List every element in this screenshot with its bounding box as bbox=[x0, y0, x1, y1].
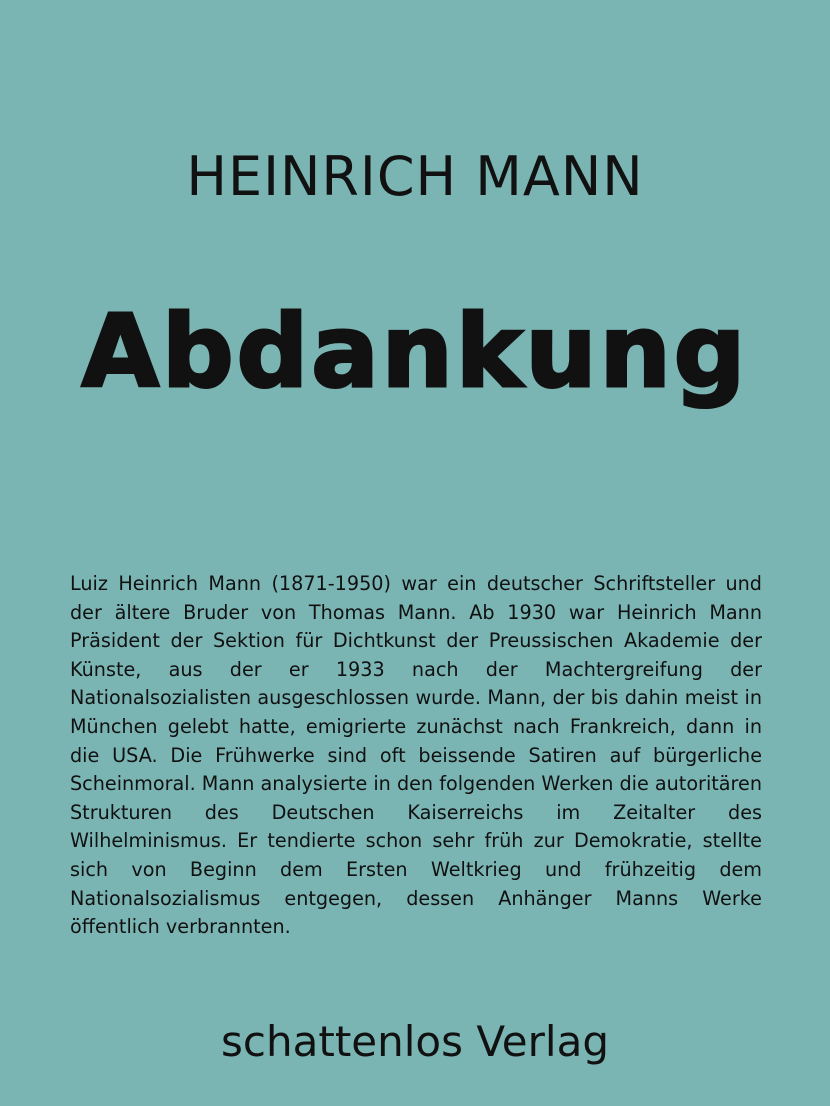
author-name: HEINRICH MANN bbox=[186, 145, 644, 208]
book-title: Abdankung bbox=[81, 293, 749, 410]
author-biography: Luiz Heinrich Mann (1871-1950) war ein deutscher Schriftsteller und der ältere Bruder von Thomas Mann. Ab 1930 war Heinrich Mann Präsident der Sektion für Dichtkunst der Preussischen Akademie der Künste, aus der er 1933 nach der Machtergreifung der Nationalsozialisten ausgeschlossen wurde. Mann, der bis dahin meist in München gelebt hatte, emigrierte zunächst nach Frankreich, dann in die USA. Die Frühwerke sind oft beissende Satiren auf bürgerliche Scheinmoral. Mann analysierte in den folgenden Werken die autoritären Strukturen des Deutschen Kaiserreichs im Zeitalter des Wilhelminismus. Er tendierte schon sehr früh zur Demokratie, stellte sich von Beginn dem Ersten Weltkrieg und frühzeitig dem Nationalsozialismus entgegen, dessen Anhänger Manns Werke öffentlich verbrannten. bbox=[70, 572, 762, 939]
publisher-name: schattenlos Verlag bbox=[221, 1017, 609, 1066]
